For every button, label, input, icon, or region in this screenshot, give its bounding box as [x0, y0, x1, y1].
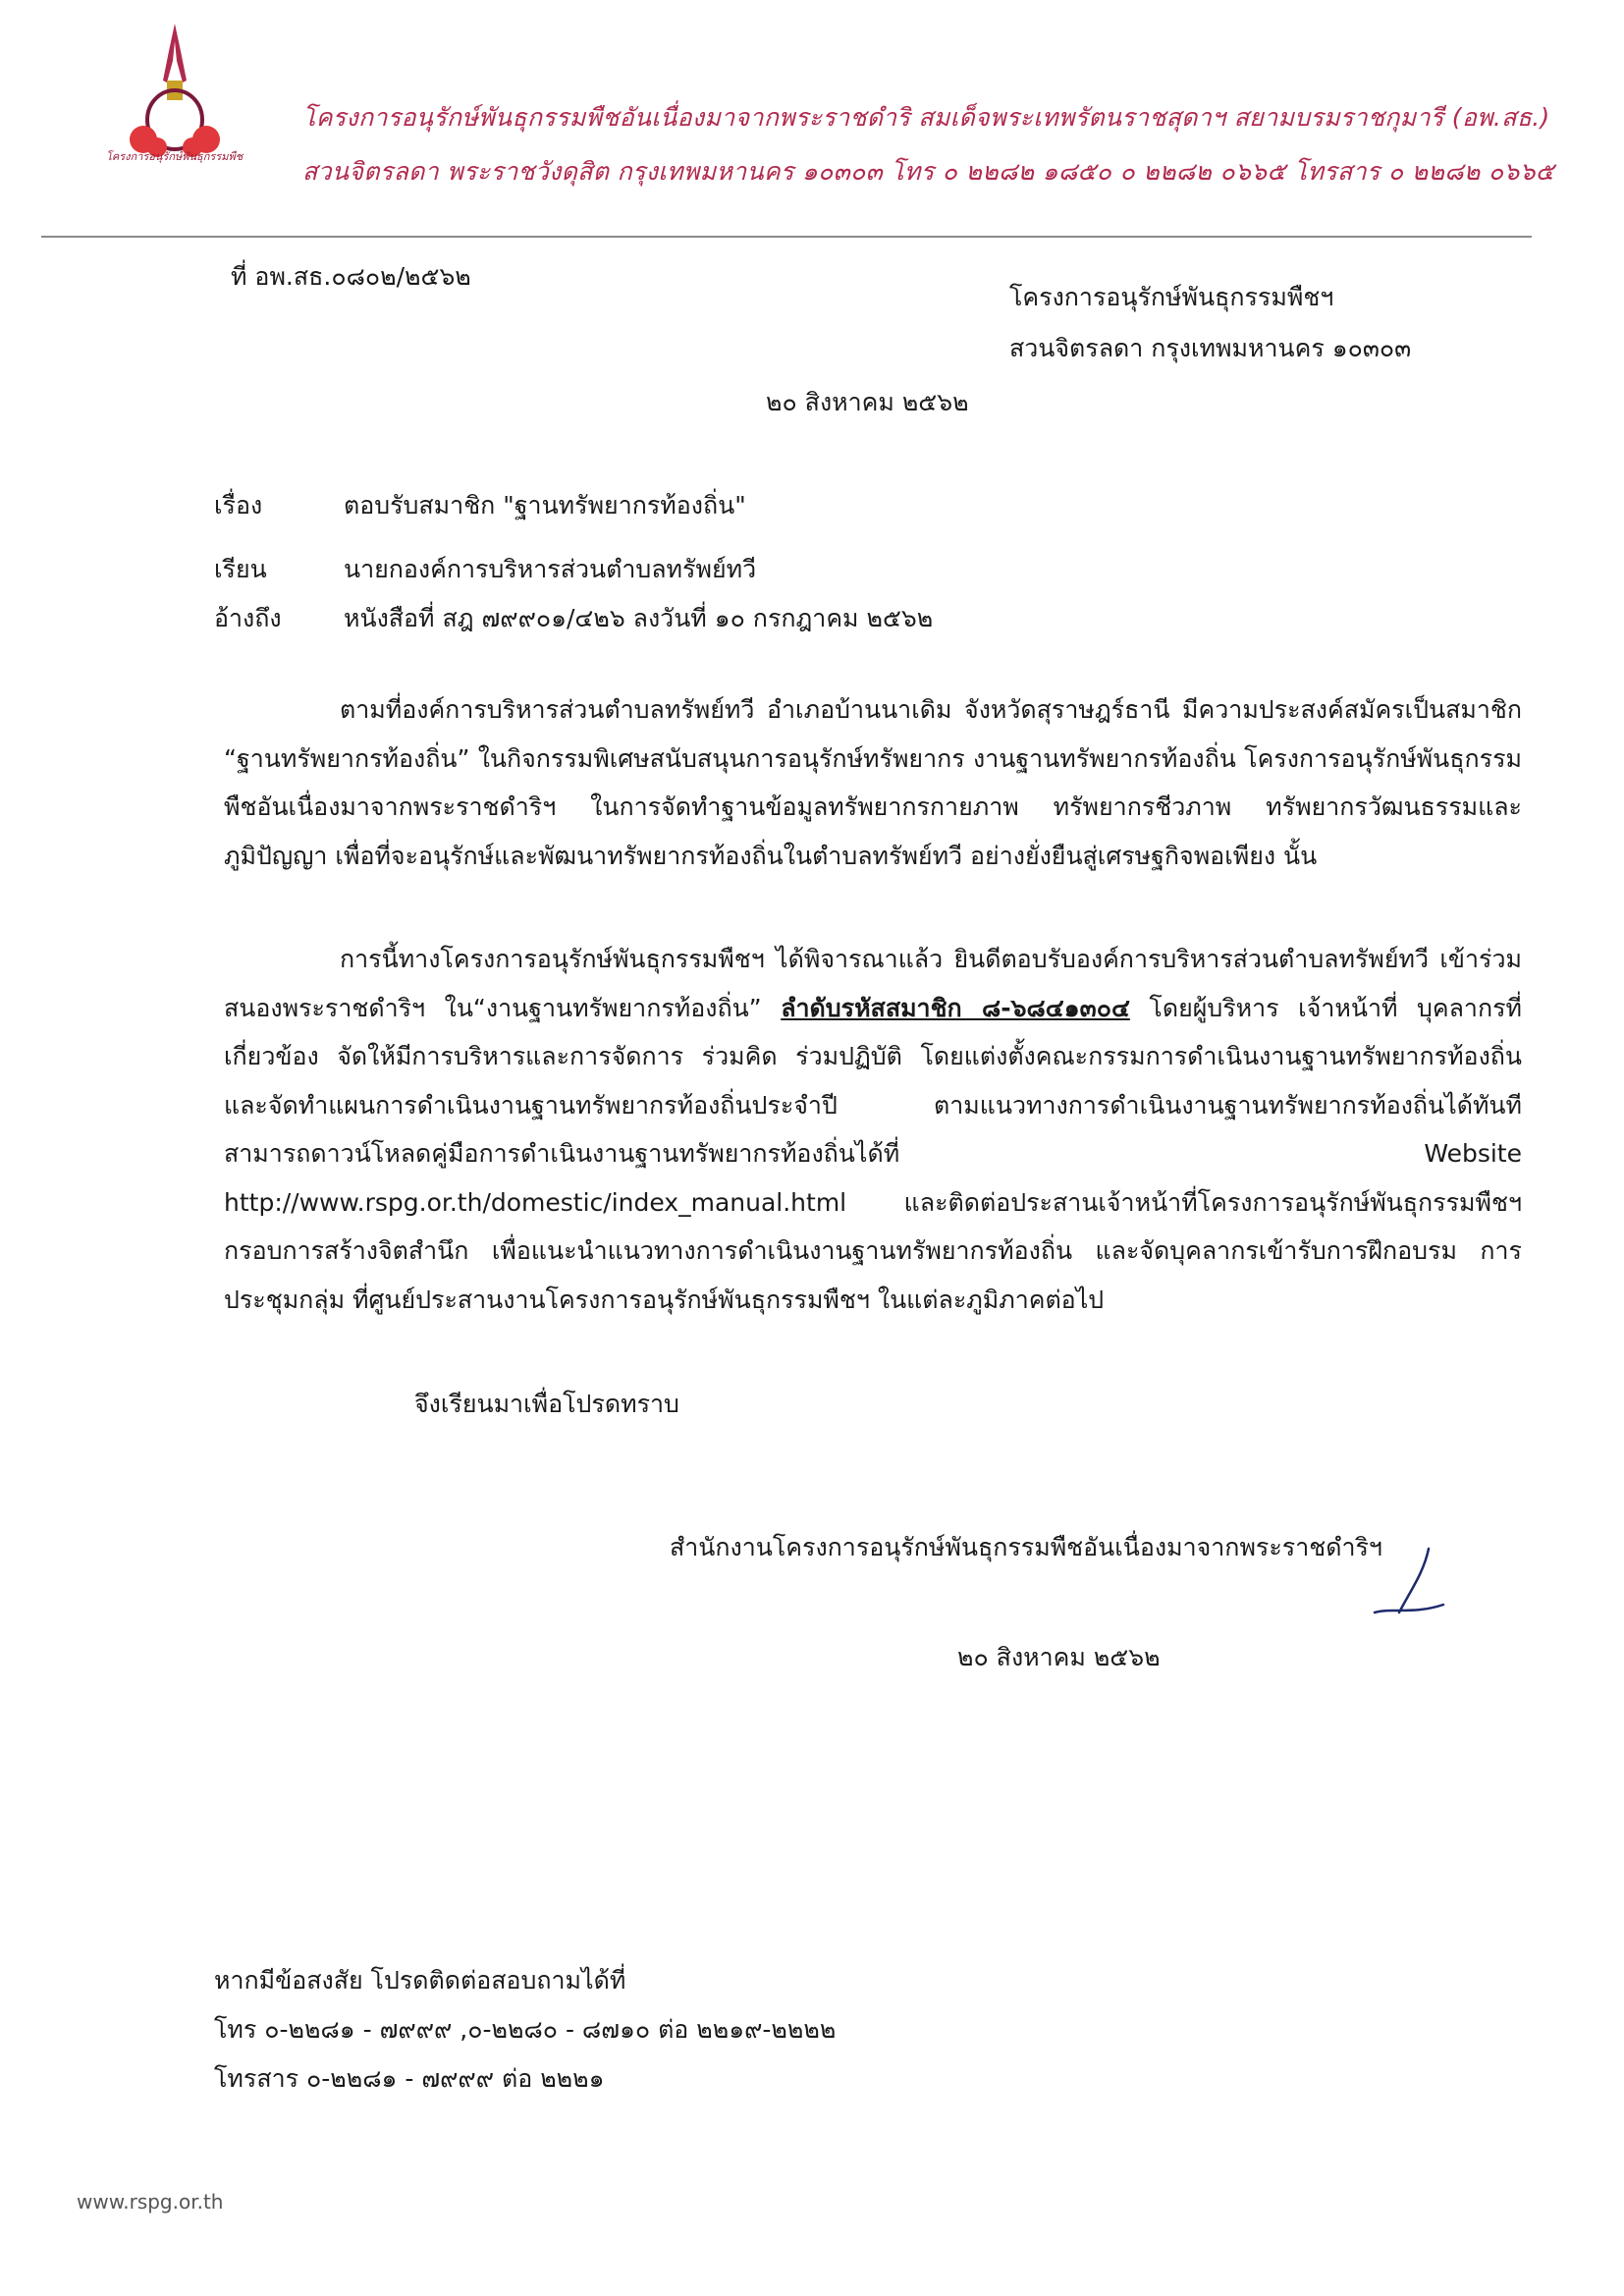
- letter-date: ๒๐ สิงหาคม ๒๕๖๒: [766, 388, 969, 416]
- subject-label: เรื่อง: [214, 491, 263, 519]
- body-paragraph-2-rest: โดยผู้บริหาร เจ้าหน้าที่ บุคลากรที่เกี่ยวข้อง จัดให้มีการบริหารและการจัดการ ร่วมคิด ร่วมปฏิบัติ โดยแต่งตั้งคณะกรรมการดำเนินงานฐานทรัพยากรท้องถิ่น และจัดทำแผนการดำเนินงานฐานทรัพยากรท้องถิ่นประจำปี ตามแนวทางการดำเนินงานฐานทรัพยากรท้องถิ่นได้ทันที สามารถดาวน์โหลดคู่มือการดำเนินงานฐานทรัพยากรท้องถิ่นได้ที่ Website http://www.rspg.or.th/domestic/index_manual.html และติดต่อประสานเจ้าหน้าที่โครงการอนุรักษ์พันธุกรรมพืชฯ กรอบการสร้างจิตสำนึก เพื่อแนะนำแนวทางการดำเนินงานฐานทรัพยากรท้องถิ่น และจัดบุคลากรเข้ารับการฝึกอบรม การประชุมกลุ่ม ที่ศูนย์ประสานงานโครงการอนุรักษ์พันธุกรรมพืชฯ ในแต่ละภูมิภาคต่อไป: [224, 993, 1523, 1314]
- member-code: ลำดับรหัสสมาชิก ๘-๖๘๔๑๓๐๔: [781, 993, 1130, 1022]
- handwritten-signature: [1370, 1544, 1448, 1637]
- contact-fax: โทรสาร ๐-๒๒๘๑ - ๗๙๙๙ ต่อ ๒๒๒๑: [214, 2064, 605, 2093]
- sender-line-1: โครงการอนุรักษ์พันธุกรรมพืชฯ: [1009, 283, 1334, 311]
- sender-line-2: สวนจิตรลดา กรุงเทพมหานคร ๑๐๓๐๓: [1009, 334, 1412, 362]
- signatory-organization: สำนักงานโครงการอนุรักษ์พันธุกรรมพืชอันเนื่องมาจากพระราชดำริฯ: [670, 1533, 1382, 1561]
- footer-website: www.rspg.or.th: [77, 2190, 224, 2214]
- subject-value: ตอบรับสมาชิก "ฐานทรัพยากรท้องถิ่น": [344, 491, 746, 519]
- body-paragraph-1: ตามที่องค์การบริหารส่วนตำบลทรัพย์ทวี อำเภอบ้านนาเดิม จังหวัดสุราษฎร์ธานี มีความประสงค์สมัครเป็นสมาชิก “ฐานทรัพยากรท้องถิ่น” ในกิจกรรมพิเศษสนับสนุนการอนุรักษ์ทรัพยากร งานฐานทรัพยากรท้องถิ่น โครงการอนุรักษ์พันธุกรรมพืชอันเนื่องมาจากพระราชดำริฯ ในการจัดทำฐานข้อมูลทรัพยากรกายภาพ ทรัพยากรชีวภาพ ทรัพยากรวัฒนธรรมและภูมิปัญญา เพื่อที่จะอนุรักษ์และพัฒนาทรัพยากรท้องถิ่นในตำบลทรัพย์ทวี อย่างยั่งยืนสู่เศรษฐกิจพอเพียง นั้น: [224, 695, 1522, 870]
- reference-value: หนังสือที่ สฎ ๗๙๙๐๑/๔๒๖ ลงวันที่ ๑๐ กรกฎาคม ๒๕๖๒: [344, 604, 934, 632]
- contact-phone: โทร ๐-๒๒๘๑ - ๗๙๙๙ ,๐-๒๒๘๐ - ๘๗๑๐ ต่อ ๒๒๑๙-๒๒๒๒: [214, 2015, 837, 2044]
- reference-label: อ้างถึง: [214, 604, 282, 632]
- reference-number: ที่ อพ.สธ.๐๘๐๒/๒๕๖๒: [231, 262, 471, 291]
- letterhead-address-line: สวนจิตรลดา พระราชวังดุสิต กรุงเทพมหานคร ๑๐๓๐๓ โทร ๐ ๒๒๘๒ ๑๘๕๐ ๐ ๒๒๘๒ ๐๖๖๕ โทรสาร ๐ ๒๒๘๒ ๐๖๖๕: [302, 157, 1554, 186]
- signed-date: ๒๐ สิงหาคม ๒๕๖๒: [957, 1643, 1161, 1671]
- recipient-value: นายกองค์การบริหารส่วนตำบลทรัพย์ทวี: [344, 555, 757, 583]
- letterhead-org-line: โครงการอนุรักษ์พันธุกรรมพืชอันเนื่องมาจากพระราชดำริ สมเด็จพระเทพรัตนราชสุดาฯ สยามบรมราชกุมารี (อพ.สธ.): [302, 103, 1550, 132]
- closing-line: จึงเรียนมาเพื่อโปรดทราบ: [414, 1390, 679, 1418]
- recipient-label: เรียน: [214, 555, 267, 583]
- body-paragraph-2: [224, 935, 1522, 1324]
- body-paragraph-2-intro: การนี้ทางโครงการอนุรักษ์พันธุกรรมพืชฯ ได้พิจารณาแล้ว ยินดีตอบรับองค์การบริหารส่วนตำบลทรัพย์ทวี เข้าร่วมสนองพระราชดำริฯ ใน“งานฐานทรัพยากรท้องถิ่น”: [224, 945, 1522, 1022]
- contact-intro: หากมีข้อสงสัย โปรดติดต่อสอบถามได้ที่: [214, 1966, 626, 1995]
- header-divider: [41, 236, 1532, 238]
- logo-caption: โครงการอนุรักษ์พันธุกรรมพืช: [106, 150, 244, 163]
